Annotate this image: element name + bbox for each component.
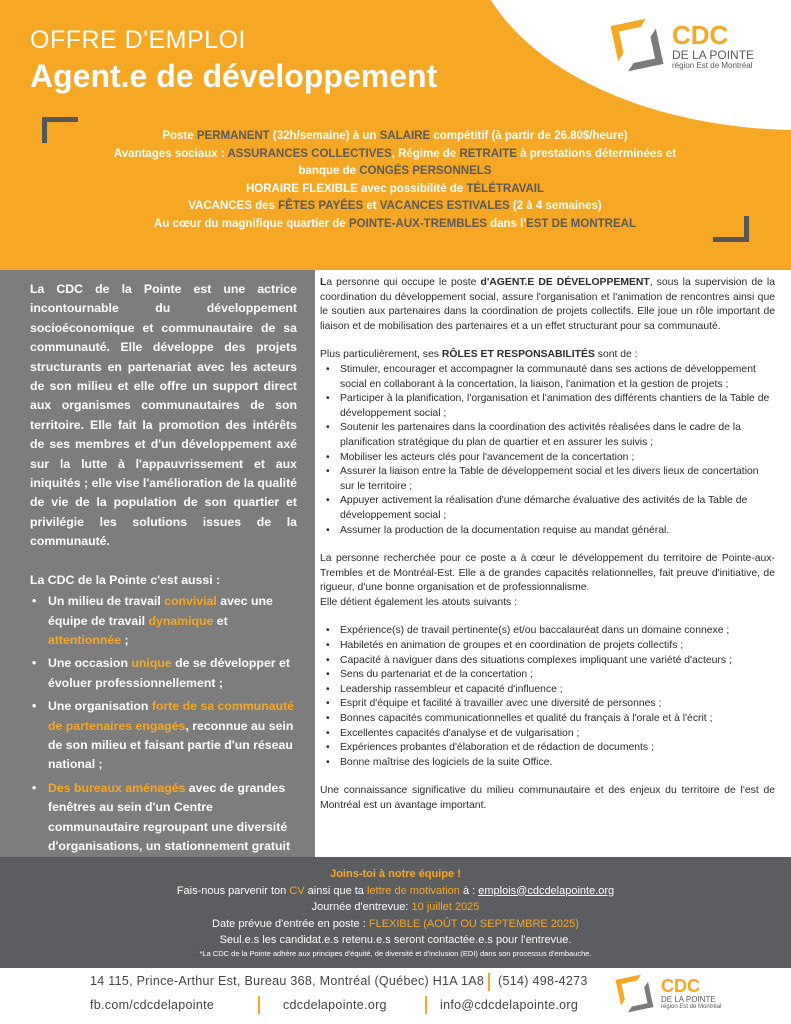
- benefit-line: banque de CONGÉS PERSONNELS: [298, 165, 492, 177]
- offre-label: OFFRE D'EMPLOI: [30, 26, 246, 54]
- benefit-line: HORAIRE FLEXIBLE avec possibilité de TÉLÉTRAVAIL: [246, 182, 544, 195]
- list-item: • Des bureaux aménagés avec de grandes fenêtres au sein d'un Centre communautaire regroupant une diversité d'organisations, un stationnement gratuit: [30, 779, 297, 876]
- list-item: • Expériences probantes d'élaboration et de rédaction de documents ;: [320, 741, 775, 756]
- header-banner: [0, 0, 791, 270]
- bracket-bottom-right: [713, 216, 749, 242]
- cdc-logo-mark-icon: [615, 974, 655, 1014]
- cdc-advantages-list: [30, 592, 297, 876]
- atouts-list: [320, 624, 775, 770]
- logo-region: région Est de Montréal: [661, 1004, 722, 1011]
- start-line: Date prévue d'entrée en poste : FLEXIBLE (AOÛT OU SEPTEMBRE 2025): [212, 917, 579, 930]
- benefits-box: [80, 128, 710, 233]
- list-item: • Leadership rassembleur et capacité d'influence ;: [320, 683, 775, 698]
- list-item: • Sens du partenariat et de la concertation ;: [320, 668, 775, 683]
- list-item: • Un milieu de travail convivial avec une équipe de travail dynamique et attentionnée ;: [30, 592, 297, 650]
- benefit-line: Au cœur du magnifique quartier de POINTE-AUX-TREMBLES dans l'EST DE MONTREAL: [154, 217, 636, 230]
- cdc-aussi-heading: La CDC de la Pointe c'est aussi :: [30, 572, 221, 587]
- roles-list: [320, 363, 775, 538]
- left-column: [0, 270, 315, 857]
- email-link[interactable]: info@cdcdelapointe.org: [440, 998, 579, 1012]
- list-item: • Bonne maîtrise des logiciels de la suite Office.: [320, 756, 775, 771]
- cdc-logo-mark-icon: [610, 18, 666, 74]
- benefit-line: VACANCES des FÊTES PAYÉES et VACANCES ESTIVALES (2 à 4 semaines): [188, 200, 602, 212]
- send-line: Fais-nous parvenir ton CV ainsi que ta lettre de motivation à : emplois@cdcdelapointe.org: [176, 884, 615, 897]
- edi-note: *La CDC de la Pointe adhère aux principes d'équité, de diversité et d'inclusion (EDI) dans son processus d'embauche.: [199, 948, 592, 958]
- logo-region: région Est de Montréal: [672, 60, 753, 70]
- right-column: [320, 276, 775, 814]
- bracket-top-left: [42, 117, 78, 143]
- logo-cdc-text: CDC: [661, 976, 700, 997]
- list-item: • Bonnes capacités communicationnelles et qualité du français à l'orale et à l'écrit ;: [320, 712, 775, 727]
- list-item: • Soutenir les partenaires dans la coordination des activités réalisées dans le cadre de la planification stratégique du plan de quartier et en assurer les suivis ;: [320, 421, 775, 450]
- list-item: • Stimuler, encourager et accompagner la communauté dans ses actions de développement social en collaborant à la concertation, la liaison, l'animation et la gestion de projets ;: [320, 363, 775, 392]
- list-item: • Assurer la liaison entre la Table de développement social et les divers lieux de concertation sur le territoire ;: [320, 465, 775, 494]
- list-item: • Assumer la production de la documentation requise au mandat général.: [320, 524, 775, 539]
- closing-text: Une connaissance significative du milieu communautaire et des enjeux du territoire de l'est de Montréal est un avantage important.: [320, 785, 775, 811]
- divider: [425, 996, 427, 1014]
- benefit-line: Avantages sociaux : ASSURANCES COLLECTIVES, Régime de RETRAITE à prestations déterminées et: [113, 147, 677, 160]
- facebook-link[interactable]: fb.com/cdcdelapointe: [90, 998, 215, 1012]
- logo-de-la-pointe: DE LA POINTE: [661, 995, 716, 1005]
- logo-cdc-text: CDC: [672, 19, 729, 50]
- list-item: • Capacité à naviguer dans des situations complexes impliquant une variété d'acteurs ;: [320, 654, 775, 669]
- join-heading: Joins-toi à notre équipe !: [330, 868, 461, 880]
- website-link[interactable]: cdcdelapointe.org: [283, 998, 387, 1012]
- phone[interactable]: (514) 498-4273: [498, 974, 588, 988]
- cdc-logo: [610, 18, 754, 74]
- list-item: • Participer à la planification, l'organisation et l'animation des différents chantiers de la Table de développement social ;: [320, 392, 775, 421]
- benefit-line: Poste PERMANENT (32h/semaine) à un SALAIRE compétitif (à partir de 26.80$/heure): [162, 130, 628, 142]
- list-item: • Mobiliser les acteurs clés pour l'avancement de la concertation ;: [320, 451, 775, 466]
- roles-heading: Plus particulièrement, ses RÔLES ET RESPONSABILITÉS sont de :: [320, 349, 638, 361]
- list-item: • Habiletés en animation de groupes et en coordination de projets collectifs ;: [320, 639, 775, 654]
- job-title: Agent.e de développement: [30, 58, 438, 94]
- list-item: • Esprit d'équipe et facilité à travailler avec une diversité de personnes ;: [320, 697, 775, 712]
- list-item: • Excellentes capacités d'analyse et de vulgarisation ;: [320, 727, 775, 742]
- atouts-heading: Elle détient également les atouts suivants :: [320, 596, 517, 608]
- selected-line: Seul.e.s les candidat.e.s retenu.e.s seront contactée.e.s pour l'entrevue.: [219, 934, 572, 946]
- list-item: • Expérience(s) de travail pertinente(s) et/ou baccalauréat dans un domaine connexe ;: [320, 624, 775, 639]
- address: 14 115, Prince-Arthur Est, Bureau 368, Montréal (Québec) H1A 1A8: [90, 974, 485, 988]
- list-item: • Appuyer activement la réalisation d'une démarche évaluative des activités de la Table de développement social ;: [320, 494, 775, 523]
- apply-section: [0, 857, 791, 968]
- apply-email-link[interactable]: emplois@cdcdelapointe.org: [478, 884, 615, 897]
- list-item: • Une organisation forte de sa communauté de partenaires engagés, reconnue au sein de son milieu et faisant partie d'un réseau national ;: [30, 697, 297, 775]
- cdc-intro: La CDC de la Pointe est une actrice incontournable du développement socioéconomique et communautaire de sa communauté. Elle développe des projets structurants en partenariat avec les acteurs de son milieu et elle offre un support direct aux organismes communautaires de son territoire. Elle fait la promotion des intérêts de ses membres et d'un développement axé sur la lutte à l'appauvrissement et aux iniquités ; elle vise l'amélioration de la qualité de vie de la population de son quartier et privilégie les solutions issues de la communauté.: [30, 282, 297, 549]
- list-item: • Une occasion unique de se développer et évoluer professionnellement ;: [30, 654, 297, 693]
- logo-de-la-pointe: DE LA POINTE: [672, 48, 755, 63]
- profile-text: La personne recherchée pour ce poste a à cœur le développement du territoire de Pointe-aux-Trembles et de Montréal-Est. Elle a de grandes capacités relationnelles, fait preuve d'initiative, de rigueur, d'une bonne organisation et de professionnalisme.: [320, 553, 775, 594]
- divider: [258, 996, 260, 1014]
- interview-line: Journée d'entrevue: 10 juillet 2025: [311, 901, 480, 913]
- cdc-logo-footer: [615, 974, 721, 1014]
- role-intro: La personne qui occupe le poste d'AGENT.E DE DÉVELOPPEMENT, sous la supervision de la coordination du développement social, assure l'organisation et l'animation de rencontres ainsi que le soutien aux partenaires dans la coordination de projets collectifs. Elle joue un rôle important de liaison et de mobilisation des partenaires et a un effet structurant pour sa communauté.: [320, 277, 775, 332]
- divider: [488, 973, 490, 991]
- contact-bar: [0, 968, 791, 1024]
